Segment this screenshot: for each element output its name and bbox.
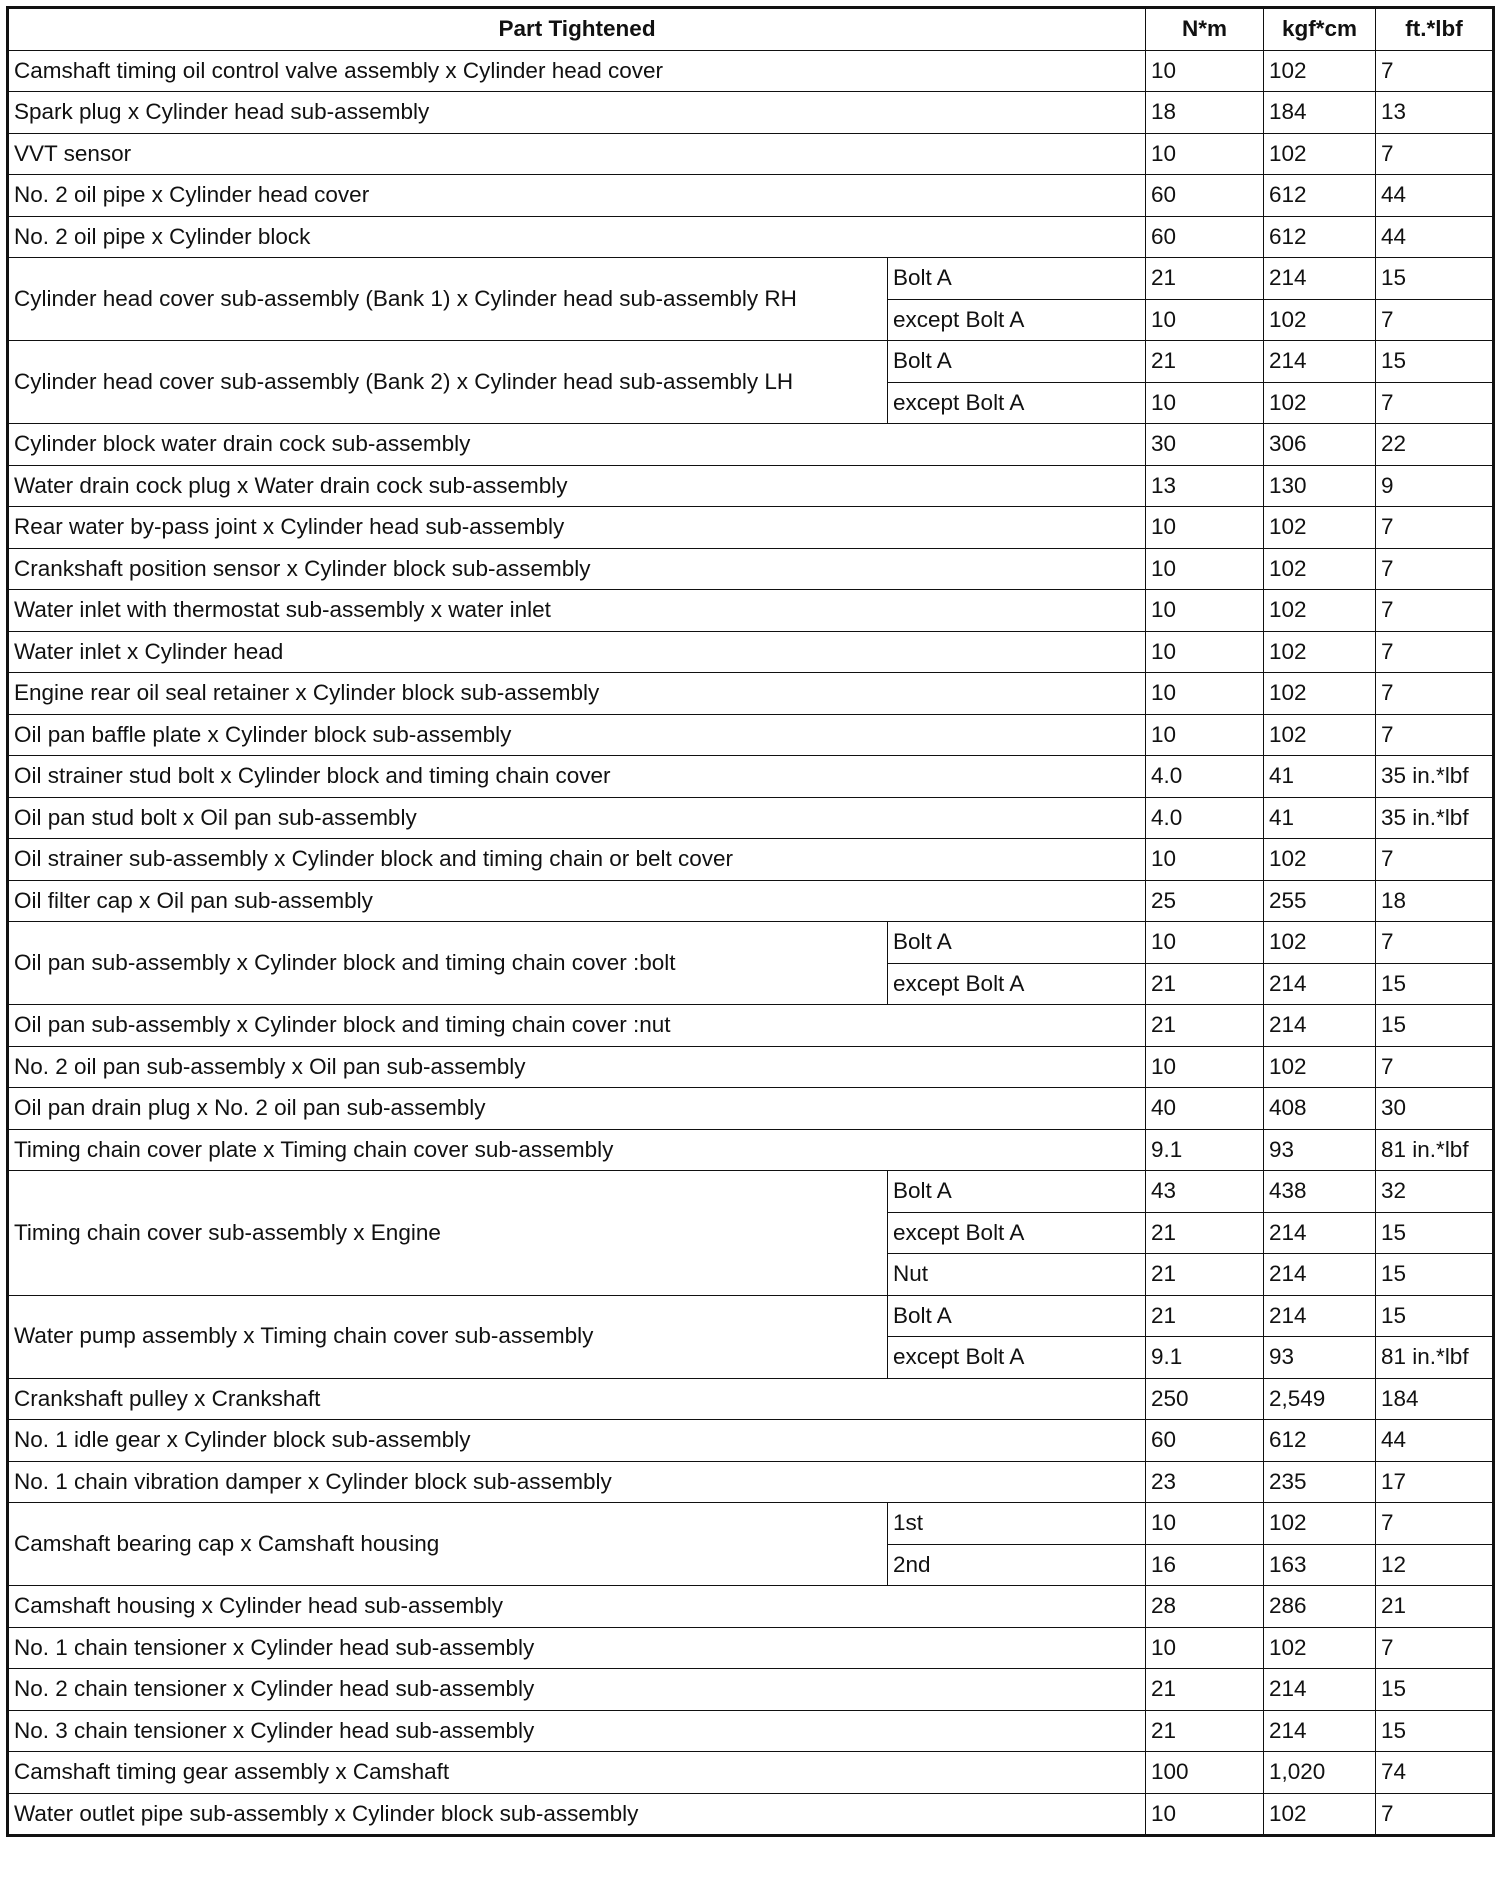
torque-nm-cell: 40	[1146, 1088, 1264, 1130]
torque-kgf-cm-cell: 214	[1264, 1669, 1376, 1711]
torque-kgf-cm-cell: 102	[1264, 133, 1376, 175]
torque-kgf-cm-cell: 102	[1264, 1793, 1376, 1836]
torque-ft-lbf-cell: 15	[1376, 1710, 1494, 1752]
table-row	[8, 133, 1494, 175]
torque-nm-cell: 60	[1146, 175, 1264, 217]
fastener-cell: Bolt A	[888, 922, 1146, 964]
table-row	[8, 1627, 1494, 1669]
torque-ft-lbf-cell: 7	[1376, 673, 1494, 715]
torque-kgf-cm-cell: 306	[1264, 424, 1376, 466]
torque-ft-lbf-cell: 15	[1376, 963, 1494, 1005]
fastener-cell: Bolt A	[888, 1171, 1146, 1213]
table-row	[8, 1710, 1494, 1752]
torque-kgf-cm-cell: 286	[1264, 1586, 1376, 1628]
torque-kgf-cm-cell: 102	[1264, 1627, 1376, 1669]
torque-ft-lbf-cell: 7	[1376, 1503, 1494, 1545]
torque-kgf-cm-cell: 41	[1264, 756, 1376, 798]
torque-nm-cell: 9.1	[1146, 1129, 1264, 1171]
torque-kgf-cm-cell: 102	[1264, 631, 1376, 673]
torque-nm-cell: 21	[1146, 1710, 1264, 1752]
torque-ft-lbf-cell: 9	[1376, 465, 1494, 507]
torque-kgf-cm-cell: 214	[1264, 1295, 1376, 1337]
torque-nm-cell: 21	[1146, 1254, 1264, 1296]
torque-ft-lbf-cell: 7	[1376, 299, 1494, 341]
torque-ft-lbf-cell: 81 in.*lbf	[1376, 1337, 1494, 1379]
torque-ft-lbf-cell: 15	[1376, 1212, 1494, 1254]
torque-kgf-cm-cell: 102	[1264, 299, 1376, 341]
part-tightened-cell: Engine rear oil seal retainer x Cylinder block sub-assembly	[8, 673, 1146, 715]
table-row	[8, 1295, 1494, 1337]
torque-ft-lbf-cell: 7	[1376, 133, 1494, 175]
torque-specification-table	[6, 6, 1495, 1837]
torque-nm-cell: 43	[1146, 1171, 1264, 1213]
torque-nm-cell: 21	[1146, 341, 1264, 383]
torque-kgf-cm-cell: 214	[1264, 1254, 1376, 1296]
table-row	[8, 839, 1494, 881]
part-tightened-cell: Spark plug x Cylinder head sub-assembly	[8, 92, 1146, 134]
torque-nm-cell: 10	[1146, 631, 1264, 673]
torque-ft-lbf-cell: 7	[1376, 590, 1494, 632]
part-tightened-cell: Crankshaft pulley x Crankshaft	[8, 1378, 1146, 1420]
fastener-cell: except Bolt A	[888, 1212, 1146, 1254]
part-tightened-cell: Water drain cock plug x Water drain cock sub-assembly	[8, 465, 1146, 507]
torque-kgf-cm-cell: 438	[1264, 1171, 1376, 1213]
table-row	[8, 590, 1494, 632]
torque-nm-cell: 10	[1146, 590, 1264, 632]
fastener-cell: except Bolt A	[888, 963, 1146, 1005]
table-row	[8, 1005, 1494, 1047]
table-row	[8, 175, 1494, 217]
torque-nm-cell: 10	[1146, 714, 1264, 756]
part-tightened-cell: Oil pan sub-assembly x Cylinder block and timing chain cover :bolt	[8, 922, 888, 1005]
torque-kgf-cm-cell: 214	[1264, 1710, 1376, 1752]
torque-nm-cell: 16	[1146, 1544, 1264, 1586]
table-row	[8, 880, 1494, 922]
table-row	[8, 1129, 1494, 1171]
torque-ft-lbf-cell: 35 in.*lbf	[1376, 797, 1494, 839]
torque-kgf-cm-cell: 184	[1264, 92, 1376, 134]
part-tightened-cell: Oil pan baffle plate x Cylinder block sub-assembly	[8, 714, 1146, 756]
part-tightened-cell: Water outlet pipe sub-assembly x Cylinder block sub-assembly	[8, 1793, 1146, 1836]
fastener-cell: Nut	[888, 1254, 1146, 1296]
torque-kgf-cm-cell: 612	[1264, 216, 1376, 258]
table-row	[8, 922, 1494, 964]
torque-ft-lbf-cell: 81 in.*lbf	[1376, 1129, 1494, 1171]
part-tightened-cell: Camshaft bearing cap x Camshaft housing	[8, 1503, 888, 1586]
header-part-tightened: Part Tightened	[8, 8, 1146, 51]
part-tightened-cell: Cylinder head cover sub-assembly (Bank 1) x Cylinder head sub-assembly RH	[8, 258, 888, 341]
torque-ft-lbf-cell: 7	[1376, 50, 1494, 92]
table-row	[8, 50, 1494, 92]
torque-ft-lbf-cell: 21	[1376, 1586, 1494, 1628]
fastener-cell: except Bolt A	[888, 382, 1146, 424]
torque-kgf-cm-cell: 214	[1264, 1005, 1376, 1047]
torque-nm-cell: 4.0	[1146, 756, 1264, 798]
part-tightened-cell: No. 2 oil pan sub-assembly x Oil pan sub-assembly	[8, 1046, 1146, 1088]
torque-ft-lbf-cell: 7	[1376, 1046, 1494, 1088]
part-tightened-cell: Oil pan stud bolt x Oil pan sub-assembly	[8, 797, 1146, 839]
torque-ft-lbf-cell: 7	[1376, 839, 1494, 881]
table-row	[8, 1171, 1494, 1213]
torque-ft-lbf-cell: 15	[1376, 341, 1494, 383]
table-row	[8, 1046, 1494, 1088]
torque-kgf-cm-cell: 214	[1264, 1212, 1376, 1254]
part-tightened-cell: Timing chain cover plate x Timing chain cover sub-assembly	[8, 1129, 1146, 1171]
part-tightened-cell: No. 2 oil pipe x Cylinder head cover	[8, 175, 1146, 217]
table-header-row	[8, 8, 1494, 51]
torque-ft-lbf-cell: 44	[1376, 1420, 1494, 1462]
torque-ft-lbf-cell: 17	[1376, 1461, 1494, 1503]
torque-nm-cell: 60	[1146, 216, 1264, 258]
header-nm: N*m	[1146, 8, 1264, 51]
torque-nm-cell: 21	[1146, 1005, 1264, 1047]
torque-ft-lbf-cell: 32	[1376, 1171, 1494, 1213]
torque-ft-lbf-cell: 74	[1376, 1752, 1494, 1794]
torque-nm-cell: 100	[1146, 1752, 1264, 1794]
torque-nm-cell: 10	[1146, 1627, 1264, 1669]
torque-ft-lbf-cell: 7	[1376, 714, 1494, 756]
table-row	[8, 216, 1494, 258]
torque-kgf-cm-cell: 408	[1264, 1088, 1376, 1130]
table-row	[8, 507, 1494, 549]
table-row	[8, 673, 1494, 715]
part-tightened-cell: Camshaft timing oil control valve assembly x Cylinder head cover	[8, 50, 1146, 92]
torque-kgf-cm-cell: 235	[1264, 1461, 1376, 1503]
part-tightened-cell: No. 1 chain tensioner x Cylinder head sub-assembly	[8, 1627, 1146, 1669]
torque-ft-lbf-cell: 44	[1376, 216, 1494, 258]
torque-kgf-cm-cell: 41	[1264, 797, 1376, 839]
fastener-cell: except Bolt A	[888, 1337, 1146, 1379]
fastener-cell: 2nd	[888, 1544, 1146, 1586]
fastener-cell: Bolt A	[888, 258, 1146, 300]
part-tightened-cell: Oil filter cap x Oil pan sub-assembly	[8, 880, 1146, 922]
table-row	[8, 1378, 1494, 1420]
torque-nm-cell: 10	[1146, 50, 1264, 92]
table-row	[8, 631, 1494, 673]
torque-ft-lbf-cell: 7	[1376, 631, 1494, 673]
torque-kgf-cm-cell: 163	[1264, 1544, 1376, 1586]
part-tightened-cell: Cylinder block water drain cock sub-assembly	[8, 424, 1146, 466]
table-row	[8, 1461, 1494, 1503]
torque-nm-cell: 10	[1146, 1793, 1264, 1836]
torque-nm-cell: 21	[1146, 1212, 1264, 1254]
torque-nm-cell: 10	[1146, 673, 1264, 715]
torque-ft-lbf-cell: 44	[1376, 175, 1494, 217]
torque-kgf-cm-cell: 102	[1264, 922, 1376, 964]
torque-kgf-cm-cell: 102	[1264, 548, 1376, 590]
torque-nm-cell: 60	[1146, 1420, 1264, 1462]
torque-nm-cell: 18	[1146, 92, 1264, 134]
torque-nm-cell: 28	[1146, 1586, 1264, 1628]
torque-kgf-cm-cell: 93	[1264, 1129, 1376, 1171]
fastener-cell: except Bolt A	[888, 299, 1146, 341]
torque-kgf-cm-cell: 2,549	[1264, 1378, 1376, 1420]
torque-nm-cell: 10	[1146, 299, 1264, 341]
torque-kgf-cm-cell: 102	[1264, 839, 1376, 881]
torque-kgf-cm-cell: 255	[1264, 880, 1376, 922]
fastener-cell: 1st	[888, 1503, 1146, 1545]
part-tightened-cell: No. 2 oil pipe x Cylinder block	[8, 216, 1146, 258]
part-tightened-cell: No. 1 idle gear x Cylinder block sub-assembly	[8, 1420, 1146, 1462]
torque-ft-lbf-cell: 15	[1376, 1295, 1494, 1337]
torque-ft-lbf-cell: 18	[1376, 880, 1494, 922]
part-tightened-cell: Oil pan sub-assembly x Cylinder block and timing chain cover :nut	[8, 1005, 1146, 1047]
torque-kgf-cm-cell: 612	[1264, 1420, 1376, 1462]
part-tightened-cell: Rear water by-pass joint x Cylinder head sub-assembly	[8, 507, 1146, 549]
part-tightened-cell: VVT sensor	[8, 133, 1146, 175]
table-body	[8, 50, 1494, 1836]
torque-nm-cell: 10	[1146, 922, 1264, 964]
part-tightened-cell: Oil pan drain plug x No. 2 oil pan sub-assembly	[8, 1088, 1146, 1130]
table-row	[8, 797, 1494, 839]
torque-nm-cell: 10	[1146, 839, 1264, 881]
table-row	[8, 1752, 1494, 1794]
torque-kgf-cm-cell: 214	[1264, 341, 1376, 383]
torque-kgf-cm-cell: 214	[1264, 963, 1376, 1005]
torque-kgf-cm-cell: 612	[1264, 175, 1376, 217]
torque-ft-lbf-cell: 7	[1376, 1793, 1494, 1836]
torque-kgf-cm-cell: 102	[1264, 714, 1376, 756]
part-tightened-cell: Camshaft timing gear assembly x Camshaft	[8, 1752, 1146, 1794]
torque-kgf-cm-cell: 1,020	[1264, 1752, 1376, 1794]
torque-ft-lbf-cell: 22	[1376, 424, 1494, 466]
part-tightened-cell: No. 1 chain vibration damper x Cylinder block sub-assembly	[8, 1461, 1146, 1503]
torque-nm-cell: 30	[1146, 424, 1264, 466]
fastener-cell: Bolt A	[888, 1295, 1146, 1337]
header-ft-lbf: ft.*lbf	[1376, 8, 1494, 51]
part-tightened-cell: Camshaft housing x Cylinder head sub-assembly	[8, 1586, 1146, 1628]
torque-nm-cell: 23	[1146, 1461, 1264, 1503]
part-tightened-cell: Cylinder head cover sub-assembly (Bank 2) x Cylinder head sub-assembly LH	[8, 341, 888, 424]
torque-nm-cell: 10	[1146, 507, 1264, 549]
torque-ft-lbf-cell: 7	[1376, 507, 1494, 549]
torque-ft-lbf-cell: 7	[1376, 548, 1494, 590]
part-tightened-cell: Water pump assembly x Timing chain cover sub-assembly	[8, 1295, 888, 1378]
table-row	[8, 1420, 1494, 1462]
torque-ft-lbf-cell: 15	[1376, 1005, 1494, 1047]
torque-ft-lbf-cell: 7	[1376, 1627, 1494, 1669]
table-row	[8, 341, 1494, 383]
torque-nm-cell: 9.1	[1146, 1337, 1264, 1379]
table-row	[8, 465, 1494, 507]
table-row	[8, 92, 1494, 134]
torque-nm-cell: 10	[1146, 133, 1264, 175]
torque-nm-cell: 21	[1146, 963, 1264, 1005]
part-tightened-cell: No. 3 chain tensioner x Cylinder head sub-assembly	[8, 1710, 1146, 1752]
torque-nm-cell: 4.0	[1146, 797, 1264, 839]
header-kgf-cm: kgf*cm	[1264, 8, 1376, 51]
part-tightened-cell: Oil strainer stud bolt x Cylinder block and timing chain cover	[8, 756, 1146, 798]
torque-ft-lbf-cell: 13	[1376, 92, 1494, 134]
torque-ft-lbf-cell: 35 in.*lbf	[1376, 756, 1494, 798]
table-row	[8, 424, 1494, 466]
torque-ft-lbf-cell: 15	[1376, 1254, 1494, 1296]
torque-ft-lbf-cell: 7	[1376, 922, 1494, 964]
table-row	[8, 548, 1494, 590]
part-tightened-cell: Crankshaft position sensor x Cylinder block sub-assembly	[8, 548, 1146, 590]
table-row	[8, 1793, 1494, 1836]
torque-kgf-cm-cell: 102	[1264, 50, 1376, 92]
torque-nm-cell: 13	[1146, 465, 1264, 507]
table-row	[8, 1586, 1494, 1628]
torque-ft-lbf-cell: 15	[1376, 258, 1494, 300]
torque-nm-cell: 10	[1146, 548, 1264, 590]
torque-ft-lbf-cell: 30	[1376, 1088, 1494, 1130]
torque-nm-cell: 250	[1146, 1378, 1264, 1420]
torque-nm-cell: 21	[1146, 1295, 1264, 1337]
torque-ft-lbf-cell: 184	[1376, 1378, 1494, 1420]
part-tightened-cell: Water inlet with thermostat sub-assembly x water inlet	[8, 590, 1146, 632]
torque-kgf-cm-cell: 102	[1264, 590, 1376, 632]
table-row	[8, 714, 1494, 756]
table-row	[8, 1088, 1494, 1130]
table-row	[8, 258, 1494, 300]
torque-nm-cell: 10	[1146, 382, 1264, 424]
part-tightened-cell: Timing chain cover sub-assembly x Engine	[8, 1171, 888, 1296]
fastener-cell: Bolt A	[888, 341, 1146, 383]
table-row	[8, 756, 1494, 798]
torque-kgf-cm-cell: 102	[1264, 673, 1376, 715]
table-row	[8, 1503, 1494, 1545]
part-tightened-cell: Water inlet x Cylinder head	[8, 631, 1146, 673]
part-tightened-cell: Oil strainer sub-assembly x Cylinder block and timing chain or belt cover	[8, 839, 1146, 881]
torque-nm-cell: 25	[1146, 880, 1264, 922]
torque-kgf-cm-cell: 102	[1264, 382, 1376, 424]
torque-ft-lbf-cell: 12	[1376, 1544, 1494, 1586]
torque-kgf-cm-cell: 102	[1264, 1046, 1376, 1088]
torque-nm-cell: 10	[1146, 1503, 1264, 1545]
torque-kgf-cm-cell: 130	[1264, 465, 1376, 507]
torque-ft-lbf-cell: 15	[1376, 1669, 1494, 1711]
torque-kgf-cm-cell: 102	[1264, 507, 1376, 549]
torque-kgf-cm-cell: 93	[1264, 1337, 1376, 1379]
part-tightened-cell: No. 2 chain tensioner x Cylinder head sub-assembly	[8, 1669, 1146, 1711]
torque-nm-cell: 21	[1146, 258, 1264, 300]
torque-ft-lbf-cell: 7	[1376, 382, 1494, 424]
torque-kgf-cm-cell: 102	[1264, 1503, 1376, 1545]
torque-kgf-cm-cell: 214	[1264, 258, 1376, 300]
table-row	[8, 1669, 1494, 1711]
torque-nm-cell: 21	[1146, 1669, 1264, 1711]
torque-nm-cell: 10	[1146, 1046, 1264, 1088]
